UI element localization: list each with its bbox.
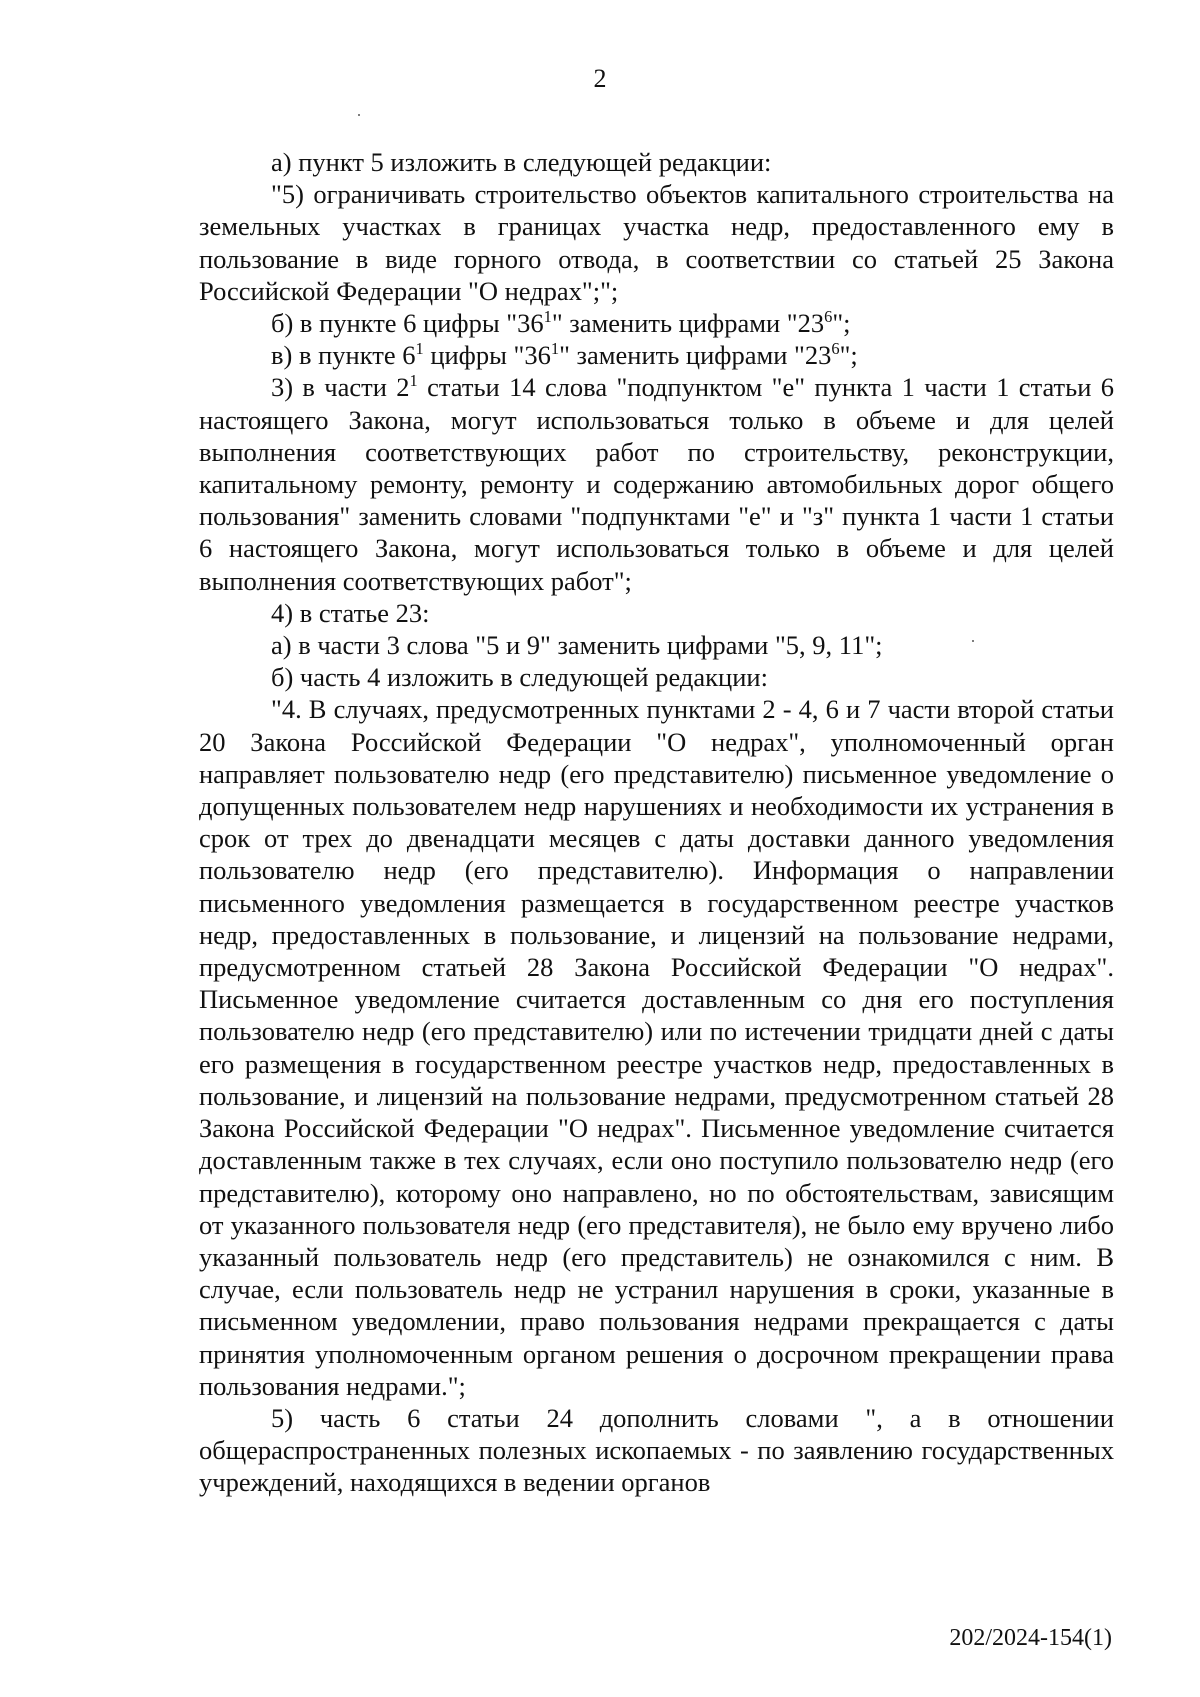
paragraph: 4) в статье 23:: [271, 597, 430, 628]
paragraph: б) в пункте 6 цифры "$36^1$" заменить цифрами "$23^6$";: [271, 306, 851, 339]
paragraph: а) в части 3 слова "5 и 9" заменить цифрами "5, 9, 11";: [271, 630, 883, 661]
document-body: [199, 146, 1114, 1499]
paragraph: 3) в части $2^1$ статьи 14 слова "подпунктом "е" пункта 1 части 1 статьи 6 настоящего Закона, могут использоваться только в объеме и для целей выполнения соответствующих работ по строительству, реконструкции, капитальному ремонту, ремонту и содержанию автомобильных дорог общего пользования" заменить словами "подпунктами "е" и "з" пункта 1 части 1 статьи 6 настоящего Закона, могут использоваться только в объеме и для целей выполнения соответствующих работ";: [199, 371, 1115, 596]
scan-speck: [358, 114, 360, 116]
page-number: 2: [593, 64, 607, 93]
paragraph: "4. В случаях, предусмотренных пунктами 2 - 4, 6 и 7 части второй статьи 20 Закона Российской Федерации "О недрах", уполномоченный орган направляет пользователю недр (его представителю) письменное уведомление о допущенных пользователем недр нарушениях и необходимости их устранения в срок от трех до двенадцати месяцев с даты доставки данного уведомления пользователю недр (его представителю). Информация о направлении письменного уведомления размещается в государственном реестре участков недр, предоставленных в пользование, и лицензий на пользование недрами, предусмотренном статьей 28 Закона Российской Федерации "О недрах". Письменное уведомление считается доставленным со дня его поступления пользователю недр (его представителю) или по истечении тридцати дней с даты его размещения в государственном реестре участков недр, предоставленных в пользование, и лицензий на пользование недрами, предусмотренном статьей 28 Закона Российской Федерации "О недрах". Письменное уведомление считается доставленным также в тех случаях, если оно поступило пользователю недр (его представителю), которому оно направлено, но по обстоятельствам, зависящим от указанного пользователя недр (его представителя), не было ему вручено либо указанный пользователь недр (его представитель) не ознакомился с ним. В случае, если пользователь недр не устранил нарушения в сроки, указанные в письменном уведомлении, право пользования недрами прекращается с даты принятия уполномоченным органом решения о досрочном прекращении права пользования недрами.";: [199, 694, 1114, 1401]
paragraph: 5) часть 6 статьи 24 дополнить словами ", а в отношении общераспространенных полезных ископаемых - по заявлению государственных учреждений, находящихся в ведении органов: [199, 1402, 1114, 1498]
paragraph: б) часть 4 изложить в следующей редакции:: [271, 662, 768, 693]
paragraph: а) пункт 5 изложить в следующей редакции:: [271, 147, 772, 177]
paragraph: "5) ограничивать строительство объектов капитального строительства на земельных участках в границах участка недр, предоставленного ему в пользование в виде горного отвода, в соответствии со статьей 25 Закона Российской Федерации "О недрах";";: [199, 179, 1114, 306]
document-number: 202/2024-154(1): [949, 1625, 1112, 1651]
paragraph: в) в пункте $6^1$ цифры "$36^1$" заменить цифрами "$23^6$";: [271, 339, 858, 371]
